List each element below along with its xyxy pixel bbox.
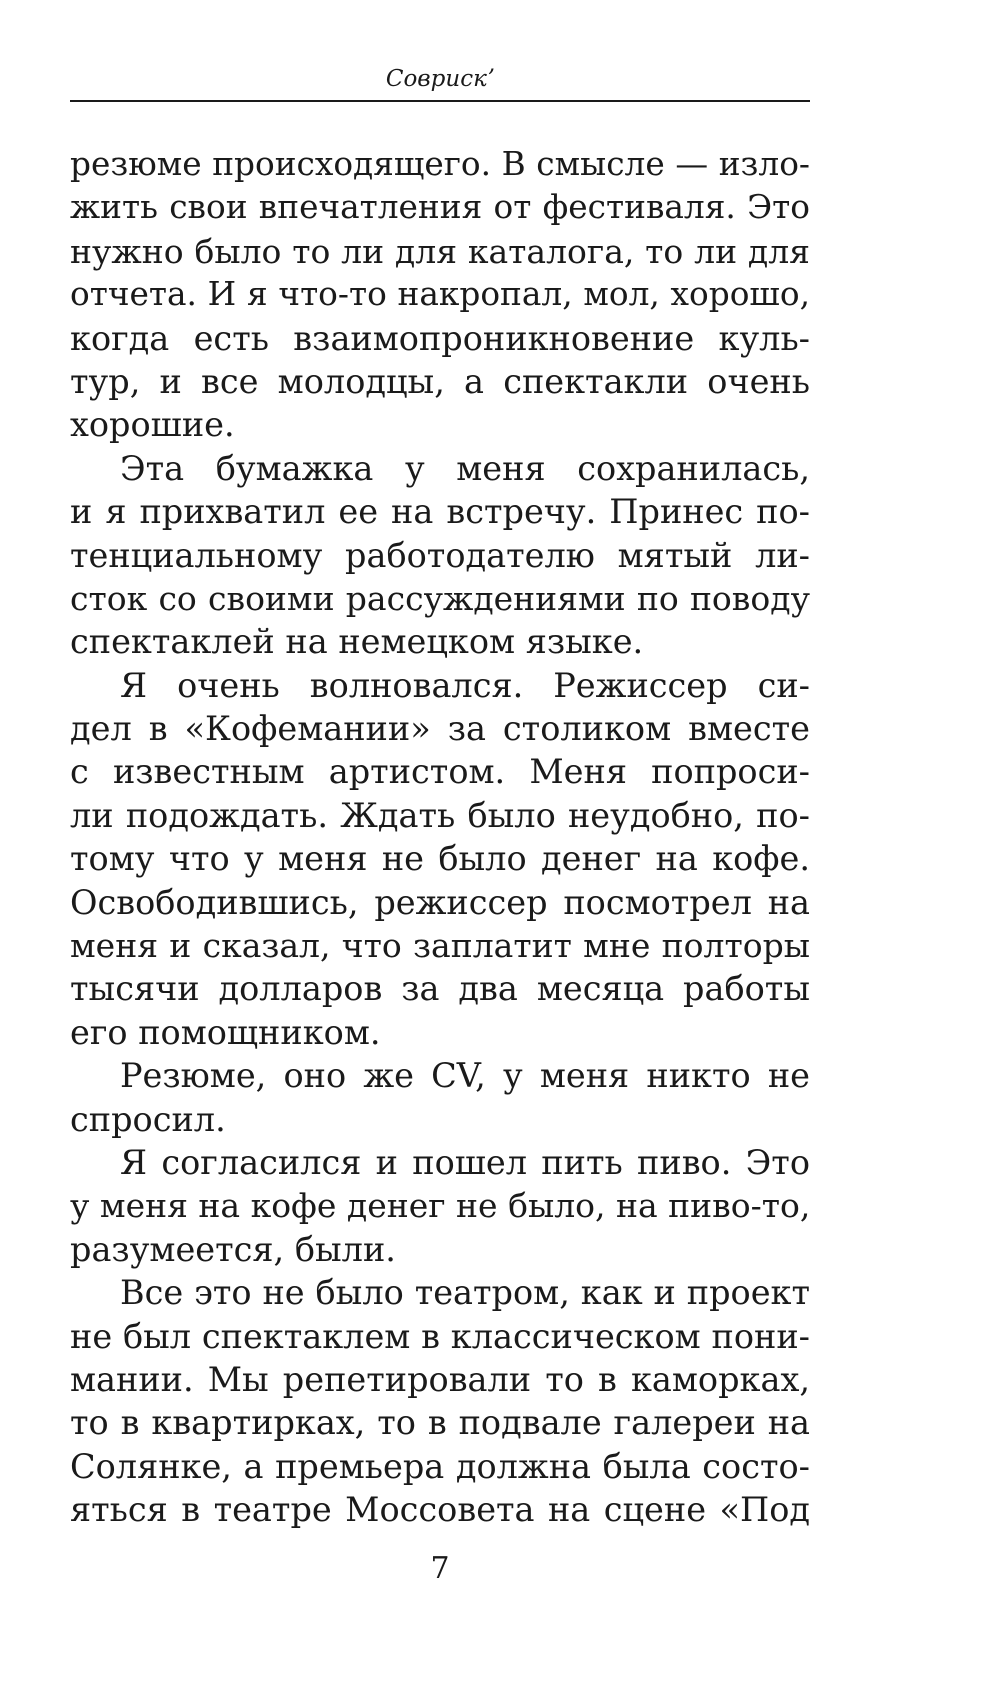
header-rule [70, 100, 810, 102]
text-line: тому что у меня не было денег на кофе. [70, 839, 810, 879]
text-line: спектаклей на немецком языке. [70, 622, 644, 662]
text-line: не был спектаклем в классическом пони- [70, 1316, 810, 1356]
text-line: когда есть взаимопроникновение куль- [70, 318, 810, 358]
running-head: Соврискʼ [385, 66, 495, 92]
text-line: Резюме, оно же CV, у меня никто не [120, 1056, 810, 1096]
text-line: его помощником. [70, 1012, 381, 1052]
text-line: меня и сказал, что заплатит мне полторы [70, 926, 810, 966]
text-line: яться в театре Моссовета на сцене «Под [70, 1490, 810, 1530]
text-line: ли подождать. Ждать было неудобно, по- [70, 795, 810, 835]
text-line: мании. Мы репетировали то в каморках, [70, 1359, 810, 1399]
text-line: отчета. И я что-то накропал, мол, хорошо, [70, 275, 810, 314]
text-line: Я согласился и пошел пить пиво. Это [120, 1142, 810, 1182]
body-text [70, 143, 810, 1532]
text-line: жить свои впечатления от фестиваля. Это [70, 188, 810, 227]
text-line: нужно было то ли для каталога, то ли для [70, 231, 810, 271]
text-line: Освободившись, режиссер посмотрел на [70, 882, 810, 922]
text-line: с известным артистом. Меня попроси- [70, 752, 810, 792]
text-line: разумеется, были. [70, 1229, 396, 1269]
text-line: и я прихватил ее на встречу. Принес по- [70, 492, 810, 532]
text-line: тенциальному работодателю мятый ли- [70, 535, 810, 575]
page-number: 7 [430, 1551, 450, 1586]
text-line: резюме происходящего. В смысле — изло- [70, 145, 810, 183]
text-line: Солянке, а премьера должна была состо- [70, 1446, 810, 1486]
text-line: Все это не было театром, как и проект [120, 1273, 810, 1313]
text-line: Эта бумажка у меня сохранилась, [120, 448, 810, 488]
text-line: сток со своими рассуждениями по поводу [70, 578, 810, 618]
text-line: у меня на кофе денег не было, на пиво-то, [70, 1186, 810, 1226]
text-line: дел в «Кофемании» за столиком вместе [70, 709, 810, 749]
text-line: то в квартирках, то в подвале галереи на [70, 1403, 810, 1443]
text-line: спросил. [70, 1099, 226, 1139]
text-line: тур, и все молодцы, а спектакли очень [70, 361, 810, 401]
text-line: тысячи долларов за два месяца работы [70, 969, 810, 1009]
text-line: Я очень волновался. Режиссер си- [120, 665, 810, 705]
text-line: хорошие. [70, 405, 235, 445]
